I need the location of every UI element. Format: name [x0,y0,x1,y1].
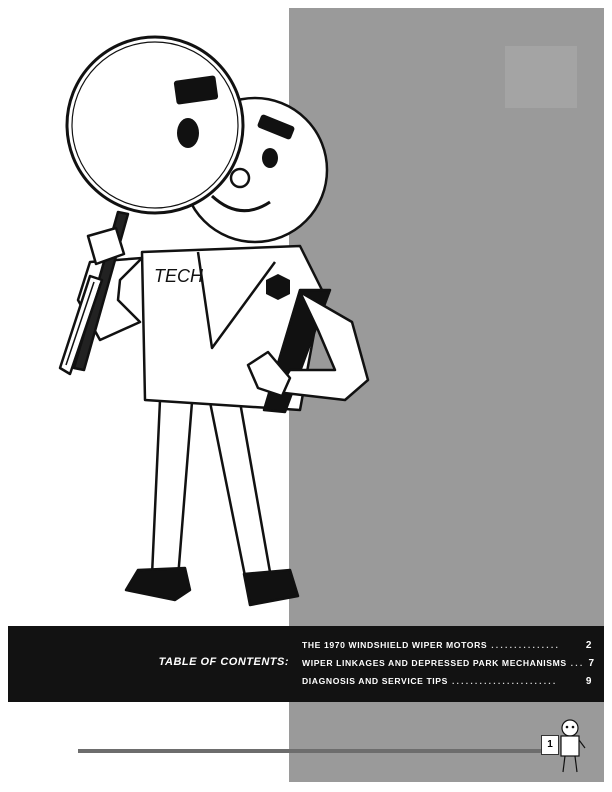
toc-item[interactable] [302,640,592,658]
toc-leader-dots: ............... [491,640,561,650]
mascot-left-shoe [126,568,190,600]
mascot-nose [231,169,249,187]
mascot-eye [262,148,278,168]
toc-leader-dots: ... [570,658,585,668]
mascot-magnified-eye [177,118,199,148]
toc-item-title: THE 1970 WINDSHIELD WIPER MOTORS [302,640,488,650]
footer-rule [78,749,548,753]
mascot-left-leg [152,400,192,578]
toc-item-page: 9 [585,676,592,687]
mascot-right-shoe [244,570,298,605]
mascot-shirt-text: TECH [154,266,203,286]
toc-item-title: DIAGNOSIS AND SERVICE TIPS [302,676,448,686]
toc-list [302,640,595,694]
page-number: 1 [541,735,559,755]
toc-item-page: 2 [585,640,592,651]
toc-leader-dots: ....................... [451,676,558,686]
toc-heading: TABLE OF CONTENTS: [158,656,289,668]
toc-item-title: WIPER LINKAGES AND DEPRESSED PARK MECHANISMS [302,658,567,668]
toc-item[interactable] [302,658,595,676]
magnifier-lens [67,37,243,213]
toc-item[interactable] [302,676,592,694]
mascot-right-leg [210,402,270,576]
toc-item-page: 7 [588,658,595,669]
table-of-contents-band [8,626,604,702]
